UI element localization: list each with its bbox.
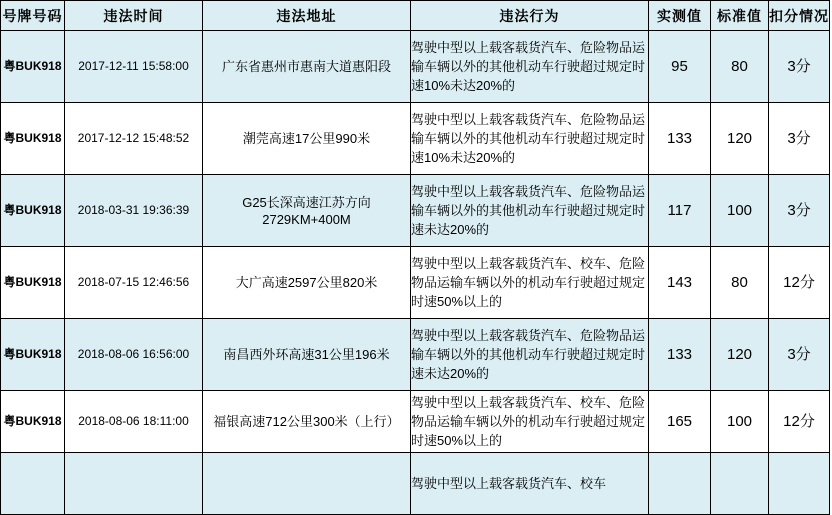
cell-measured: 117 xyxy=(649,175,711,247)
cell-standard: 120 xyxy=(711,319,769,391)
table-row xyxy=(1,391,830,453)
cell-points: 3分 xyxy=(769,103,830,175)
cell-address: 潮莞高速17公里990米 xyxy=(203,103,411,175)
table-row xyxy=(1,247,830,319)
cell-address: 广东省惠州市惠南大道惠阳段 xyxy=(203,31,411,103)
cell-measured: 95 xyxy=(649,31,711,103)
cell-standard: 100 xyxy=(711,391,769,453)
table-row xyxy=(1,319,830,391)
cell-points: 3分 xyxy=(769,31,830,103)
cell-standard: 80 xyxy=(711,31,769,103)
cell-address: 大广高速2597公里820米 xyxy=(203,247,411,319)
column-header-address: 违法地址 xyxy=(203,1,411,31)
cell-plate: 粤BUK918 xyxy=(1,103,65,175)
cell-measured: 133 xyxy=(649,319,711,391)
cell-behavior: 驾驶中型以上载客载货汽车、危险物品运输车辆以外的其他机动车行驶超过规定时速10%未达20%的 xyxy=(411,103,649,175)
cell-behavior: 驾驶中型以上载客载货汽车、校车 xyxy=(411,453,649,515)
cell-address: 南昌西外环高速31公里196米 xyxy=(203,319,411,391)
table-row xyxy=(1,103,830,175)
cell-points: 12分 xyxy=(769,391,830,453)
cell-behavior: 驾驶中型以上载客载货汽车、危险物品运输车辆以外的其他机动车行驶超过规定时速未达20%的 xyxy=(411,319,649,391)
column-header-plate: 号牌号码 xyxy=(1,1,65,31)
cell-behavior: 驾驶中型以上载客载货汽车、校车、危险物品运输车辆以外的机动车行驶超过规定时速50%以上的 xyxy=(411,391,649,453)
column-header-measured: 实测值 xyxy=(649,1,711,31)
cell-behavior: 驾驶中型以上载客载货汽车、校车、危险物品运输车辆以外的机动车行驶超过规定时速50%以上的 xyxy=(411,247,649,319)
cell-plate xyxy=(1,453,65,515)
table-row xyxy=(1,31,830,103)
column-header-points: 扣分情况 xyxy=(769,1,830,31)
column-header-time: 违法时间 xyxy=(65,1,203,31)
cell-plate: 粤BUK918 xyxy=(1,319,65,391)
cell-points xyxy=(769,453,830,515)
cell-measured: 143 xyxy=(649,247,711,319)
cell-time: 2018-08-06 16:56:00 xyxy=(65,319,203,391)
table-body xyxy=(1,31,830,515)
cell-plate: 粤BUK918 xyxy=(1,247,65,319)
cell-behavior: 驾驶中型以上载客载货汽车、危险物品运输车辆以外的其他机动车行驶超过规定时速10%未达20%的 xyxy=(411,31,649,103)
cell-time: 2018-03-31 19:36:39 xyxy=(65,175,203,247)
cell-standard xyxy=(711,453,769,515)
cell-points: 3分 xyxy=(769,175,830,247)
table-row xyxy=(1,453,830,515)
cell-standard: 100 xyxy=(711,175,769,247)
column-header-standard: 标准值 xyxy=(711,1,769,31)
table-row xyxy=(1,175,830,247)
cell-address: 福银高速712公里300米（上行） xyxy=(203,391,411,453)
cell-time: 2017-12-11 15:58:00 xyxy=(65,31,203,103)
cell-plate: 粤BUK918 xyxy=(1,391,65,453)
cell-address xyxy=(203,453,411,515)
cell-standard: 120 xyxy=(711,103,769,175)
cell-standard: 80 xyxy=(711,247,769,319)
cell-time xyxy=(65,453,203,515)
cell-points: 3分 xyxy=(769,319,830,391)
cell-time: 2018-07-15 12:46:56 xyxy=(65,247,203,319)
cell-plate: 粤BUK918 xyxy=(1,175,65,247)
cell-points: 12分 xyxy=(769,247,830,319)
table-header xyxy=(1,1,830,31)
cell-plate: 粤BUK918 xyxy=(1,31,65,103)
cell-measured xyxy=(649,453,711,515)
column-header-behavior: 违法行为 xyxy=(411,1,649,31)
cell-address: G25长深高速江苏方向2729KM+400M xyxy=(203,175,411,247)
cell-time: 2018-08-06 18:11:00 xyxy=(65,391,203,453)
cell-measured: 165 xyxy=(649,391,711,453)
cell-measured: 133 xyxy=(649,103,711,175)
cell-time: 2017-12-12 15:48:52 xyxy=(65,103,203,175)
cell-behavior: 驾驶中型以上载客载货汽车、危险物品运输车辆以外的其他机动车行驶超过规定时速未达20%的 xyxy=(411,175,649,247)
header-row xyxy=(1,1,830,31)
